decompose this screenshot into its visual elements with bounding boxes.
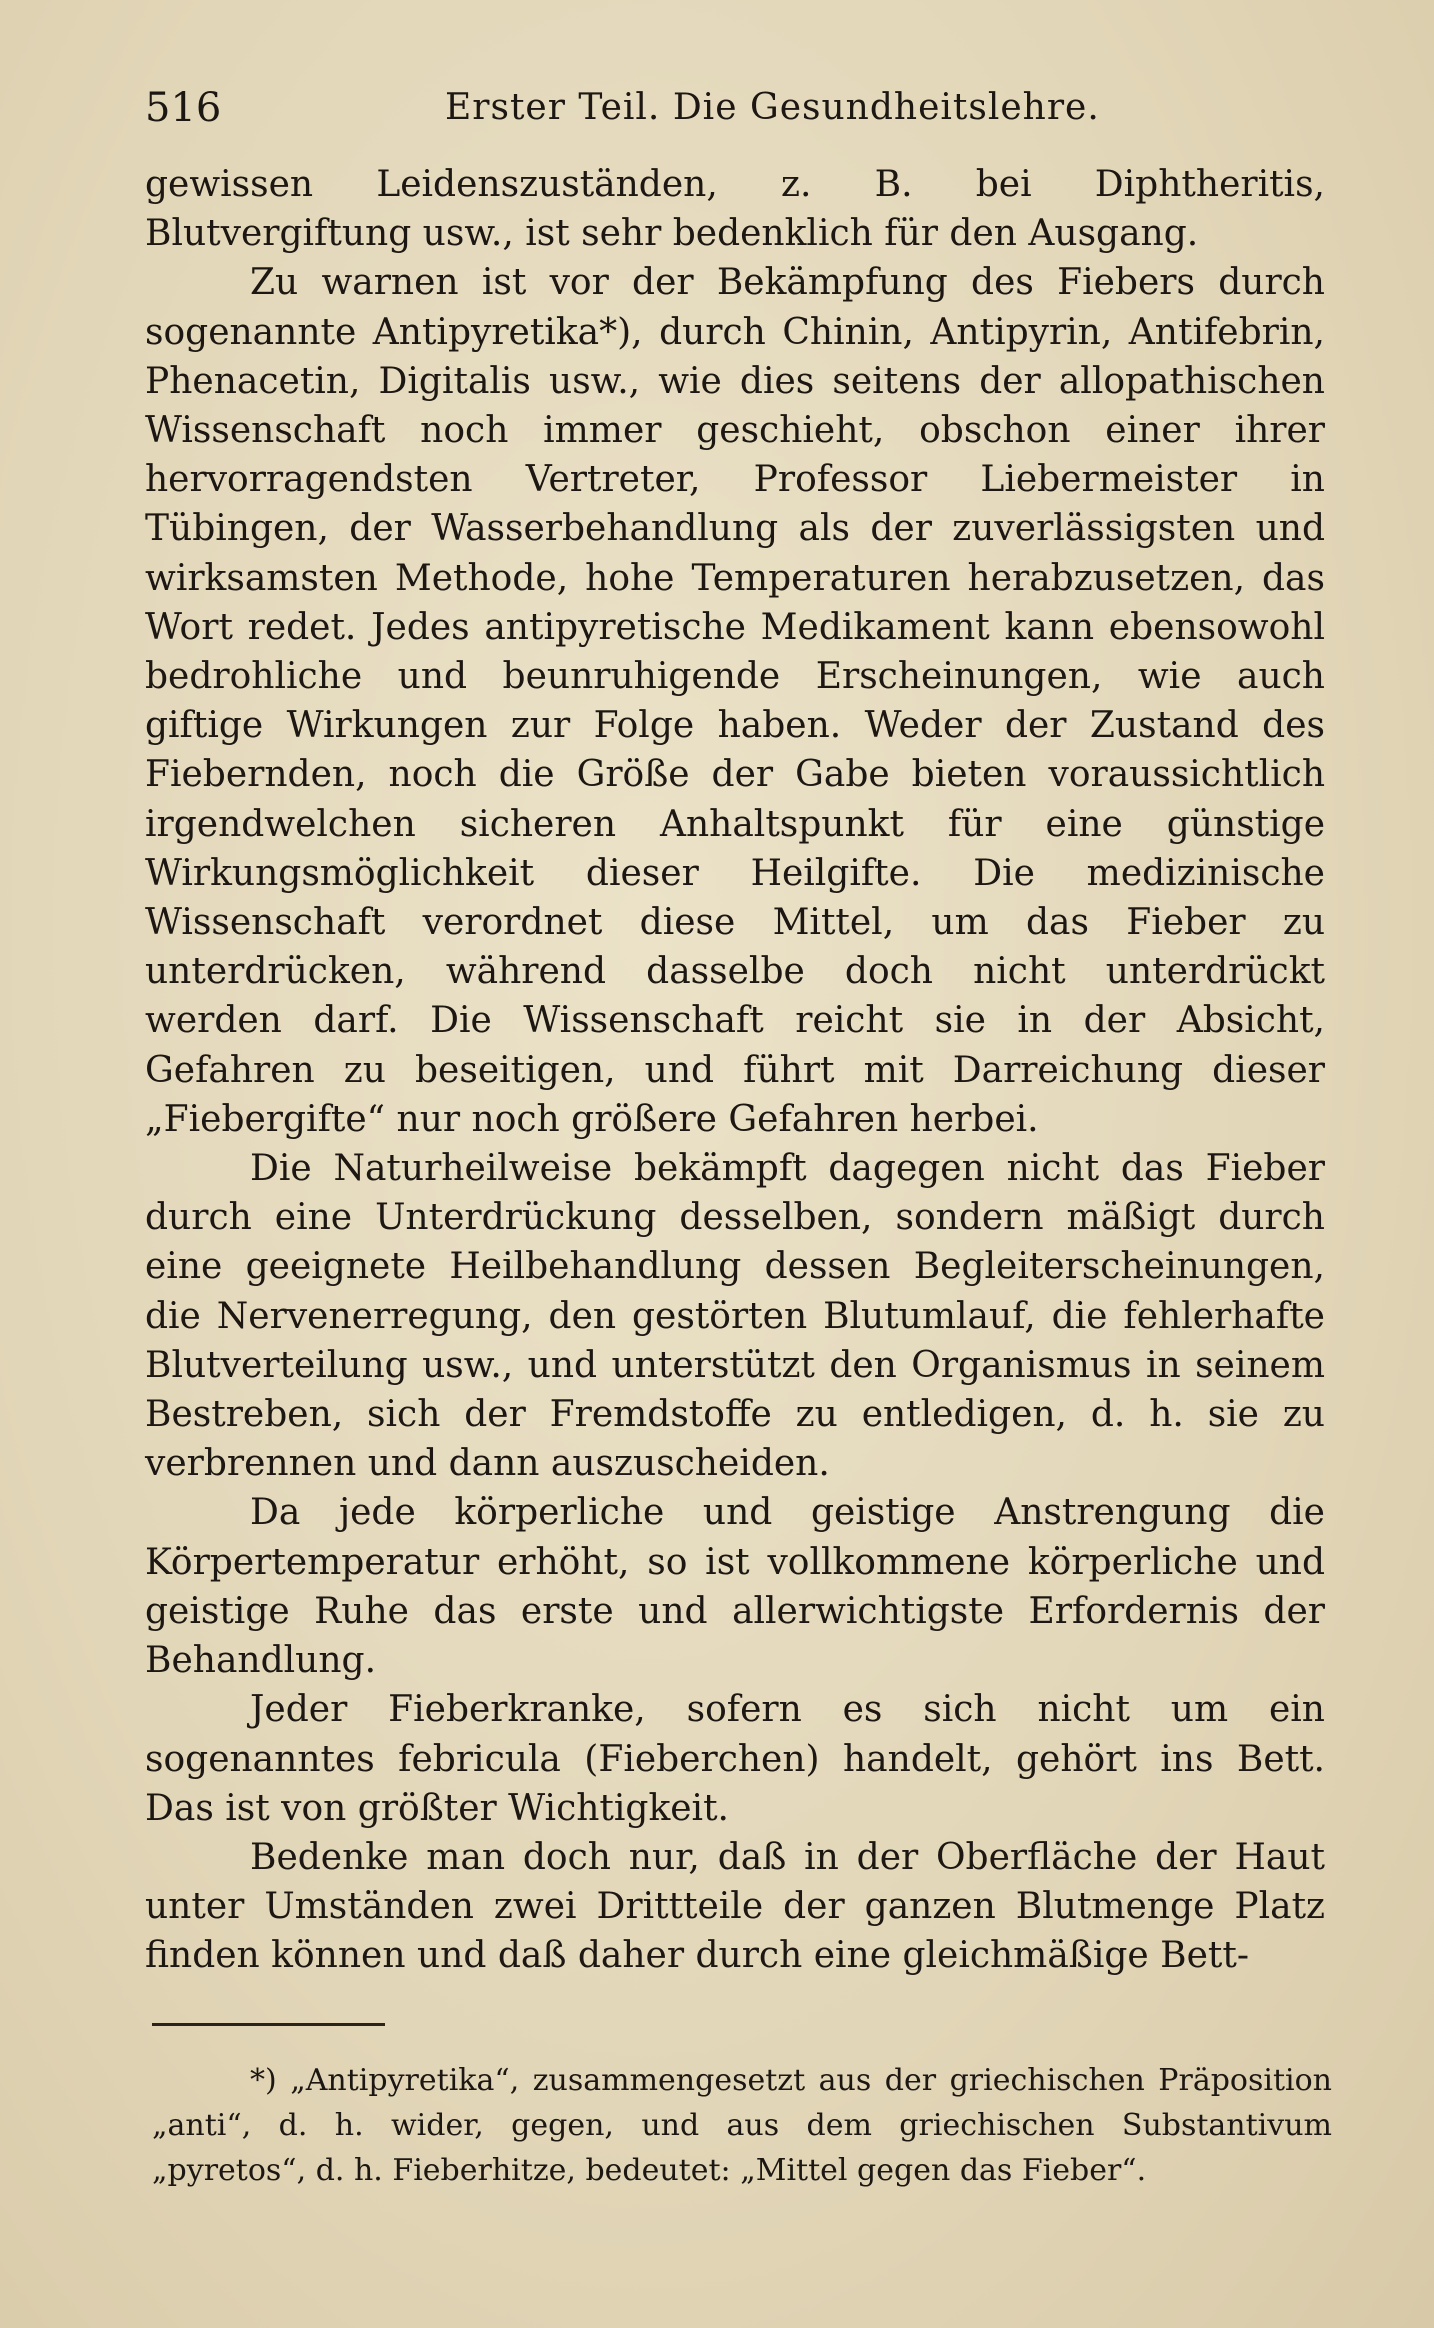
footnotes [152,2058,1332,2193]
page-header [145,78,1315,138]
paragraph-skin: Bedenke man doch nur, daß in der Oberfläche der Haut unter Umständen zwei Drittteile der ganzen Blutmenge Platz finden können und daß daher durch eine gleichmäßige Bett- [145,1836,1325,1977]
paragraph-bed: Jeder Fieberkranke, sofern es sich nicht um ein sogenanntes febricula (Fieberchen) handelt, gehört ins Bett. Das ist von größter Wichtigkeit. [145,1689,1325,1829]
running-head: Erster Teil. Die Gesundheitslehre. [445,87,1100,128]
page-number: 516 [145,85,222,131]
paragraph-naturheilweise: Die Naturheilweise bekämpft dagegen nicht das Fieber durch eine Unterdrückung desselben, sondern mäßigt durch eine geeignete Heilbehandlung dessen Begleiterscheinungen, die Nervenerregung, den gestörten Blutumlauf, die fehlerhafte Blutverteilung usw., und unterstützt den Organismus in seinem Bestreben, sich der Fremdstoffe zu entledigen, d. h. sie zu verbrennen und dann auszuscheiden. [145,1148,1325,1485]
paragraph-rest: Da jede körperliche und geistige Anstrengung die Körpertemperatur erhöht, so ist vollkommene körperliche und geistige Ruhe das erste und allerwichtigste Erfordernis der Behandlung. [145,1492,1325,1682]
paragraph-continuation: gewissen Leidenszuständen, z. B. bei Diphtheritis, Blutvergiftung usw., ist sehr bedenklich für den Ausgang. [145,164,1325,255]
body-text [145,160,1325,1981]
footnote-text: *) „Antipyretika“, zusammengesetzt aus der griechischen Präposition „anti“, d. h. wider, gegen, und aus dem griechischen Substantivum „pyretos“, d. h. Fieberhitze, bedeutet: „Mittel gegen das Fieber“. [152,2063,1332,2188]
footnote-divider [152,2023,385,2026]
paragraph-antipyretics: Zu warnen ist vor der Bekämpfung des Fiebers durch sogenannte Antipyretika*), durch Chinin, Antipyrin, Antifebrin, Phenacetin, Digitalis usw., wie dies seitens der allopathischen Wissenschaft noch immer geschieht, obschon einer ihrer hervorragendsten Vertreter, Professor Liebermeister in Tübingen, der Wasserbehandlung als der zuverlässigsten und wirksamsten Methode, hohe Temperaturen herabzusetzen, das Wort redet. Jedes antipyretische Medikament kann ebensowohl bedrohliche und beunruhigende Erscheinungen, wie auch giftige Wirkungen zur Folge haben. Weder der Zustand des Fiebernden, noch die Größe der Gabe bieten voraussichtlich irgendwelchen sicheren Anhaltspunkt für eine günstige Wirkungsmöglichkeit dieser Heilgifte. Die medizinische Wissenschaft verordnet diese Mittel, um das Fieber zu unterdrücken, während dasselbe doch nicht unterdrückt werden darf. Die Wissenschaft reicht sie in der Absicht, Gefahren zu beseitigen, und führt mit Darreichung dieser „Fiebergifte“ nur noch größere Gefahren herbei. [145,262,1325,1140]
